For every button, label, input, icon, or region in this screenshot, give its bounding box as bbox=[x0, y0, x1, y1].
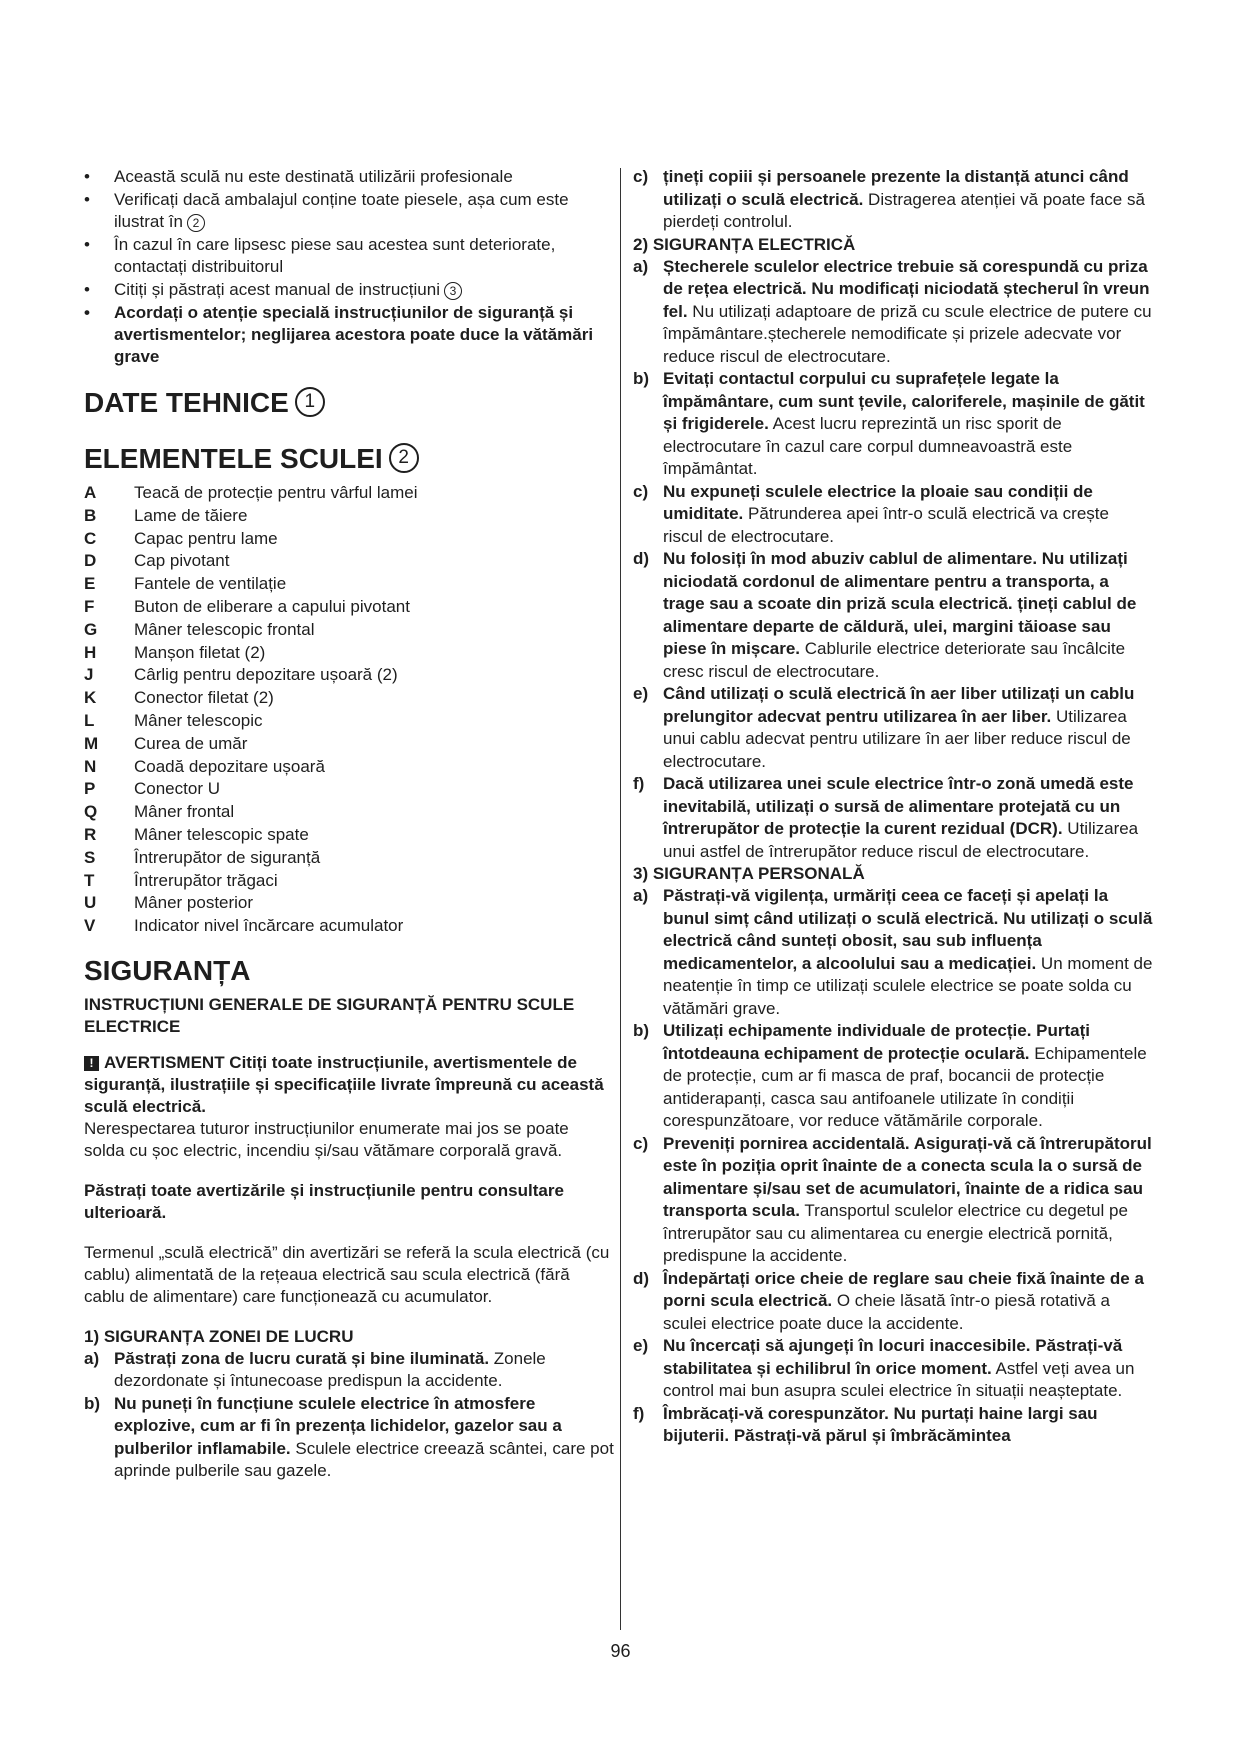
part-row: B Lame de tăiere bbox=[84, 505, 248, 525]
part-row: R Mâner telescopic spate bbox=[84, 824, 309, 844]
work-area-item-b: b) Nu puneți în funcțiune sculele electrice în atmosfere explozive, cum ar fi în prezența lichidelor, gazelor sau a pulberilor inflamabile. Sculele electrice creează scântei, care pot aprinde pulberile sau gazele. bbox=[84, 1393, 614, 1481]
tech-data-heading: DATE TEHNICE 1 bbox=[84, 386, 614, 420]
part-row: L Mâner telescopic bbox=[84, 710, 263, 730]
part-row: K Conector filetat (2) bbox=[84, 688, 274, 708]
personal-item-d: d) Îndepărtați orice cheie de reglare sau cheie fixă înainte de a porni scula electrică. O cheie lăsată într-o piesă rotativă a sculei electrice poate duce la accidente. bbox=[633, 1268, 1144, 1333]
page-number: 96 bbox=[610, 1641, 631, 1661]
term-definition: Termenul „sculă electrică” din avertizări se referă la scula electrică (cu cablu) alimentată de la rețeaua electrică sau scula electrică (fără cablu de alimentare) care funcționează cu acumulator. bbox=[84, 1242, 610, 1306]
part-row: D Cap pivotant bbox=[84, 551, 230, 571]
electric-item-a: a) Ștecherele sculelor electrice trebuie să corespundă cu priza de rețea electrică. Nu modificați niciodată ștecherul în vreun fel. Nu utilizați adaptoare de priză cu scule electrice de putere cu împământare.ștecherele nemodificate și prizele adecvate vor reduce riscul de electrocutare. bbox=[633, 256, 1152, 366]
warning-icon: ! bbox=[84, 1056, 99, 1071]
part-row: Q Mâner frontal bbox=[84, 802, 235, 822]
personal-safety-heading: 3) SIGURANȚA PERSONALĂ bbox=[633, 864, 865, 883]
electric-item-d: d) Nu folosiți în mod abuziv cablul de alimentare. Nu utilizați niciodată cordonul de alimentare pentru a transporta, a trage sau a scoate din priză scula electrică. țineți cablul de alimentare departe de căldură, ulei, margini tăioase sau piese în mișcare. Cablurile electrice deteriorate sau încâlcite cresc riscul de electrocutare. bbox=[633, 549, 1137, 681]
general-instructions-heading: INSTRUCȚIUNI GENERALE DE SIGURANȚĂ PENTRU SCULE ELECTRICE bbox=[84, 994, 575, 1036]
part-row: G Mâner telescopic frontal bbox=[84, 619, 315, 639]
electric-item-b: b) Evitați contactul corpului cu suprafețele legate la împământare, cum sunt țevile, caloriferele, mașinile de gătit și frigiderele. Acest lucru reprezintă un risc sporit de electrocutare în cazul care corpul dumneavoastră este împământat. bbox=[633, 369, 1145, 478]
parts-list bbox=[84, 482, 614, 938]
part-row: C Capac pentru lame bbox=[84, 528, 278, 548]
part-row: T Întrerupător trăgaci bbox=[84, 870, 278, 890]
part-row: J Cârlig pentru depozitare ușoară (2) bbox=[84, 665, 398, 685]
part-row: E Fantele de ventilație bbox=[84, 574, 287, 594]
bullet-item: • În cazul în care lipsesc piese sau acestea sunt deteriorate, contactați distribuitorul bbox=[84, 234, 614, 278]
part-row: N Coadă depozitare ușoară bbox=[84, 756, 325, 776]
personal-item-f: f) Îmbrăcați-vă corespunzător. Nu purtați haine largi sau bijuterii. Păstrați-vă părul și îmbrăcămintea bbox=[633, 1403, 1098, 1445]
safety-heading: SIGURANȚA bbox=[84, 954, 251, 986]
bullet-item: • Această sculă nu este destinată utilizării profesionale bbox=[84, 166, 614, 188]
figure-ref: 3 bbox=[444, 282, 462, 300]
part-row: M Curea de umăr bbox=[84, 733, 248, 753]
personal-item-a: a) Păstrați-vă vigilența, urmăriți ceea ce faceți și apelați la bunul simț când utilizați o sculă electrică. Nu utilizați o sculă electrică când sunteți obosit, sau sub influența medicamentelor, a alcoolului sau a medicației. Un moment de neatenție în timp ce utilizați sculele electrice se poate solda cu vătămări grave. bbox=[633, 886, 1153, 1018]
figure-ref: 2 bbox=[389, 443, 419, 473]
intro-bullets bbox=[84, 166, 614, 368]
part-row: H Manșon filetat (2) bbox=[84, 642, 266, 662]
part-row: A Teacă de protecție pentru vârful lamei bbox=[84, 483, 418, 502]
work-area-heading: 1) SIGURANȚA ZONEI DE LUCRU bbox=[84, 1326, 354, 1346]
part-row: S Întrerupător de siguranță bbox=[84, 847, 321, 867]
part-row: P Conector U bbox=[84, 779, 220, 799]
right-column bbox=[633, 166, 1153, 1448]
keep-instructions: Păstrați toate avertizările și instrucțiunile pentru consultare ulterioară. bbox=[84, 1180, 564, 1222]
part-row: U Mâner posterior bbox=[84, 893, 254, 913]
electric-item-e: e) Când utilizați o sculă electrică în aer liber utilizați un cablu prelungitor adecvat pentru utilizarea în aer liber. Utilizarea unui cablu adecvat pentru utilizare în aer liber reduce riscul de electrocutare. bbox=[633, 684, 1135, 771]
tool-elements-heading: ELEMENTELE SCULEI 2 bbox=[84, 442, 614, 476]
left-column bbox=[84, 166, 614, 1483]
column-divider bbox=[620, 168, 621, 1630]
personal-item-b: b) Utilizați echipamente individuale de protecție. Purtați întotdeauna echipament de protecție oculară. Echipamentele de protecție, cum ar fi masca de praf, bocancii de protecție antiderapanți, casca sau antifoanele utilizate în condiții corespunzătoare, vor reduce vătămările corporale. bbox=[633, 1021, 1147, 1130]
electric-item-c: c) Nu expuneți sculele electrice la ploaie sau condiții de umiditate. Pătrunderea apei într-o sculă electrică va crește riscul de electrocutare. bbox=[633, 481, 1109, 546]
warning-statement: ! AVERTISMENT Citiți toate instrucțiunile, avertismentele de siguranță, ilustrațiile și specificațiile livrate împreună cu această sculă electrică. bbox=[84, 1052, 604, 1116]
bullet-item: • Citiți și păstrați acest manual de instrucțiuni 3 bbox=[84, 279, 614, 301]
personal-item-c: c) Preveniți pornirea accidentală. Asigurați-vă că întrerupătorul este în poziția oprit înainte de a conecta scula la o sursă de alimentare și/sau set de acumulatori, înainte de a ridica sau transporta scula. Transportul sculelor electrice cu degetul pe întrerupător sau cu alimentarea cu energie electrică pornită, predispune la accidente. bbox=[633, 1133, 1152, 1265]
part-row: F Buton de eliberare a capului pivotant bbox=[84, 596, 410, 616]
work-area-item-a: a) Păstrați zona de lucru curată și bine iluminată. Zonele dezordonate și întunecoase predispun la accidente. bbox=[84, 1348, 546, 1391]
figure-ref: 2 bbox=[187, 214, 205, 232]
warning-text: Nerespectarea tuturor instrucțiunilor enumerate mai jos se poate solda cu șoc electric, incendiu și/sau vătămare corporală gravă. bbox=[84, 1118, 569, 1160]
figure-ref: 1 bbox=[295, 387, 325, 417]
bullet-item: • Verificați dacă ambalajul conține toate piesele, așa cum este ilustrat în 2 bbox=[84, 189, 614, 233]
work-area-item-c: c) țineți copiii și persoanele prezente la distanță atunci când utilizați o sculă electrică. Distragerea atenției vă poate face să pierdeți controlul. bbox=[633, 167, 1145, 231]
bullet-item: • Acordați o atenție specială instrucțiunilor de siguranță și avertismentelor; neglijarea acestora poate duce la vătămări grave bbox=[84, 302, 614, 368]
electric-safety-heading: 2) SIGURANȚA ELECTRICĂ bbox=[633, 234, 856, 254]
personal-item-e: e) Nu încercați să ajungeți în locuri inaccesibile. Păstrați-vă stabilitatea și echilibrul în orice moment. Astfel veți avea un control mai bun asupra sculei electrice în situații neașteptate. bbox=[633, 1336, 1135, 1400]
electric-item-f: f) Dacă utilizarea unei scule electrice într-o zonă umedă este inevitabilă, utilizați o sursă de alimentare protejată cu un întrerupător de protecție la curent rezidual (DCR). Utilizarea unui astfel de întrerupător reduce riscul de electrocutare. bbox=[633, 774, 1139, 861]
part-row: V Indicator nivel încărcare acumulator bbox=[84, 916, 404, 936]
